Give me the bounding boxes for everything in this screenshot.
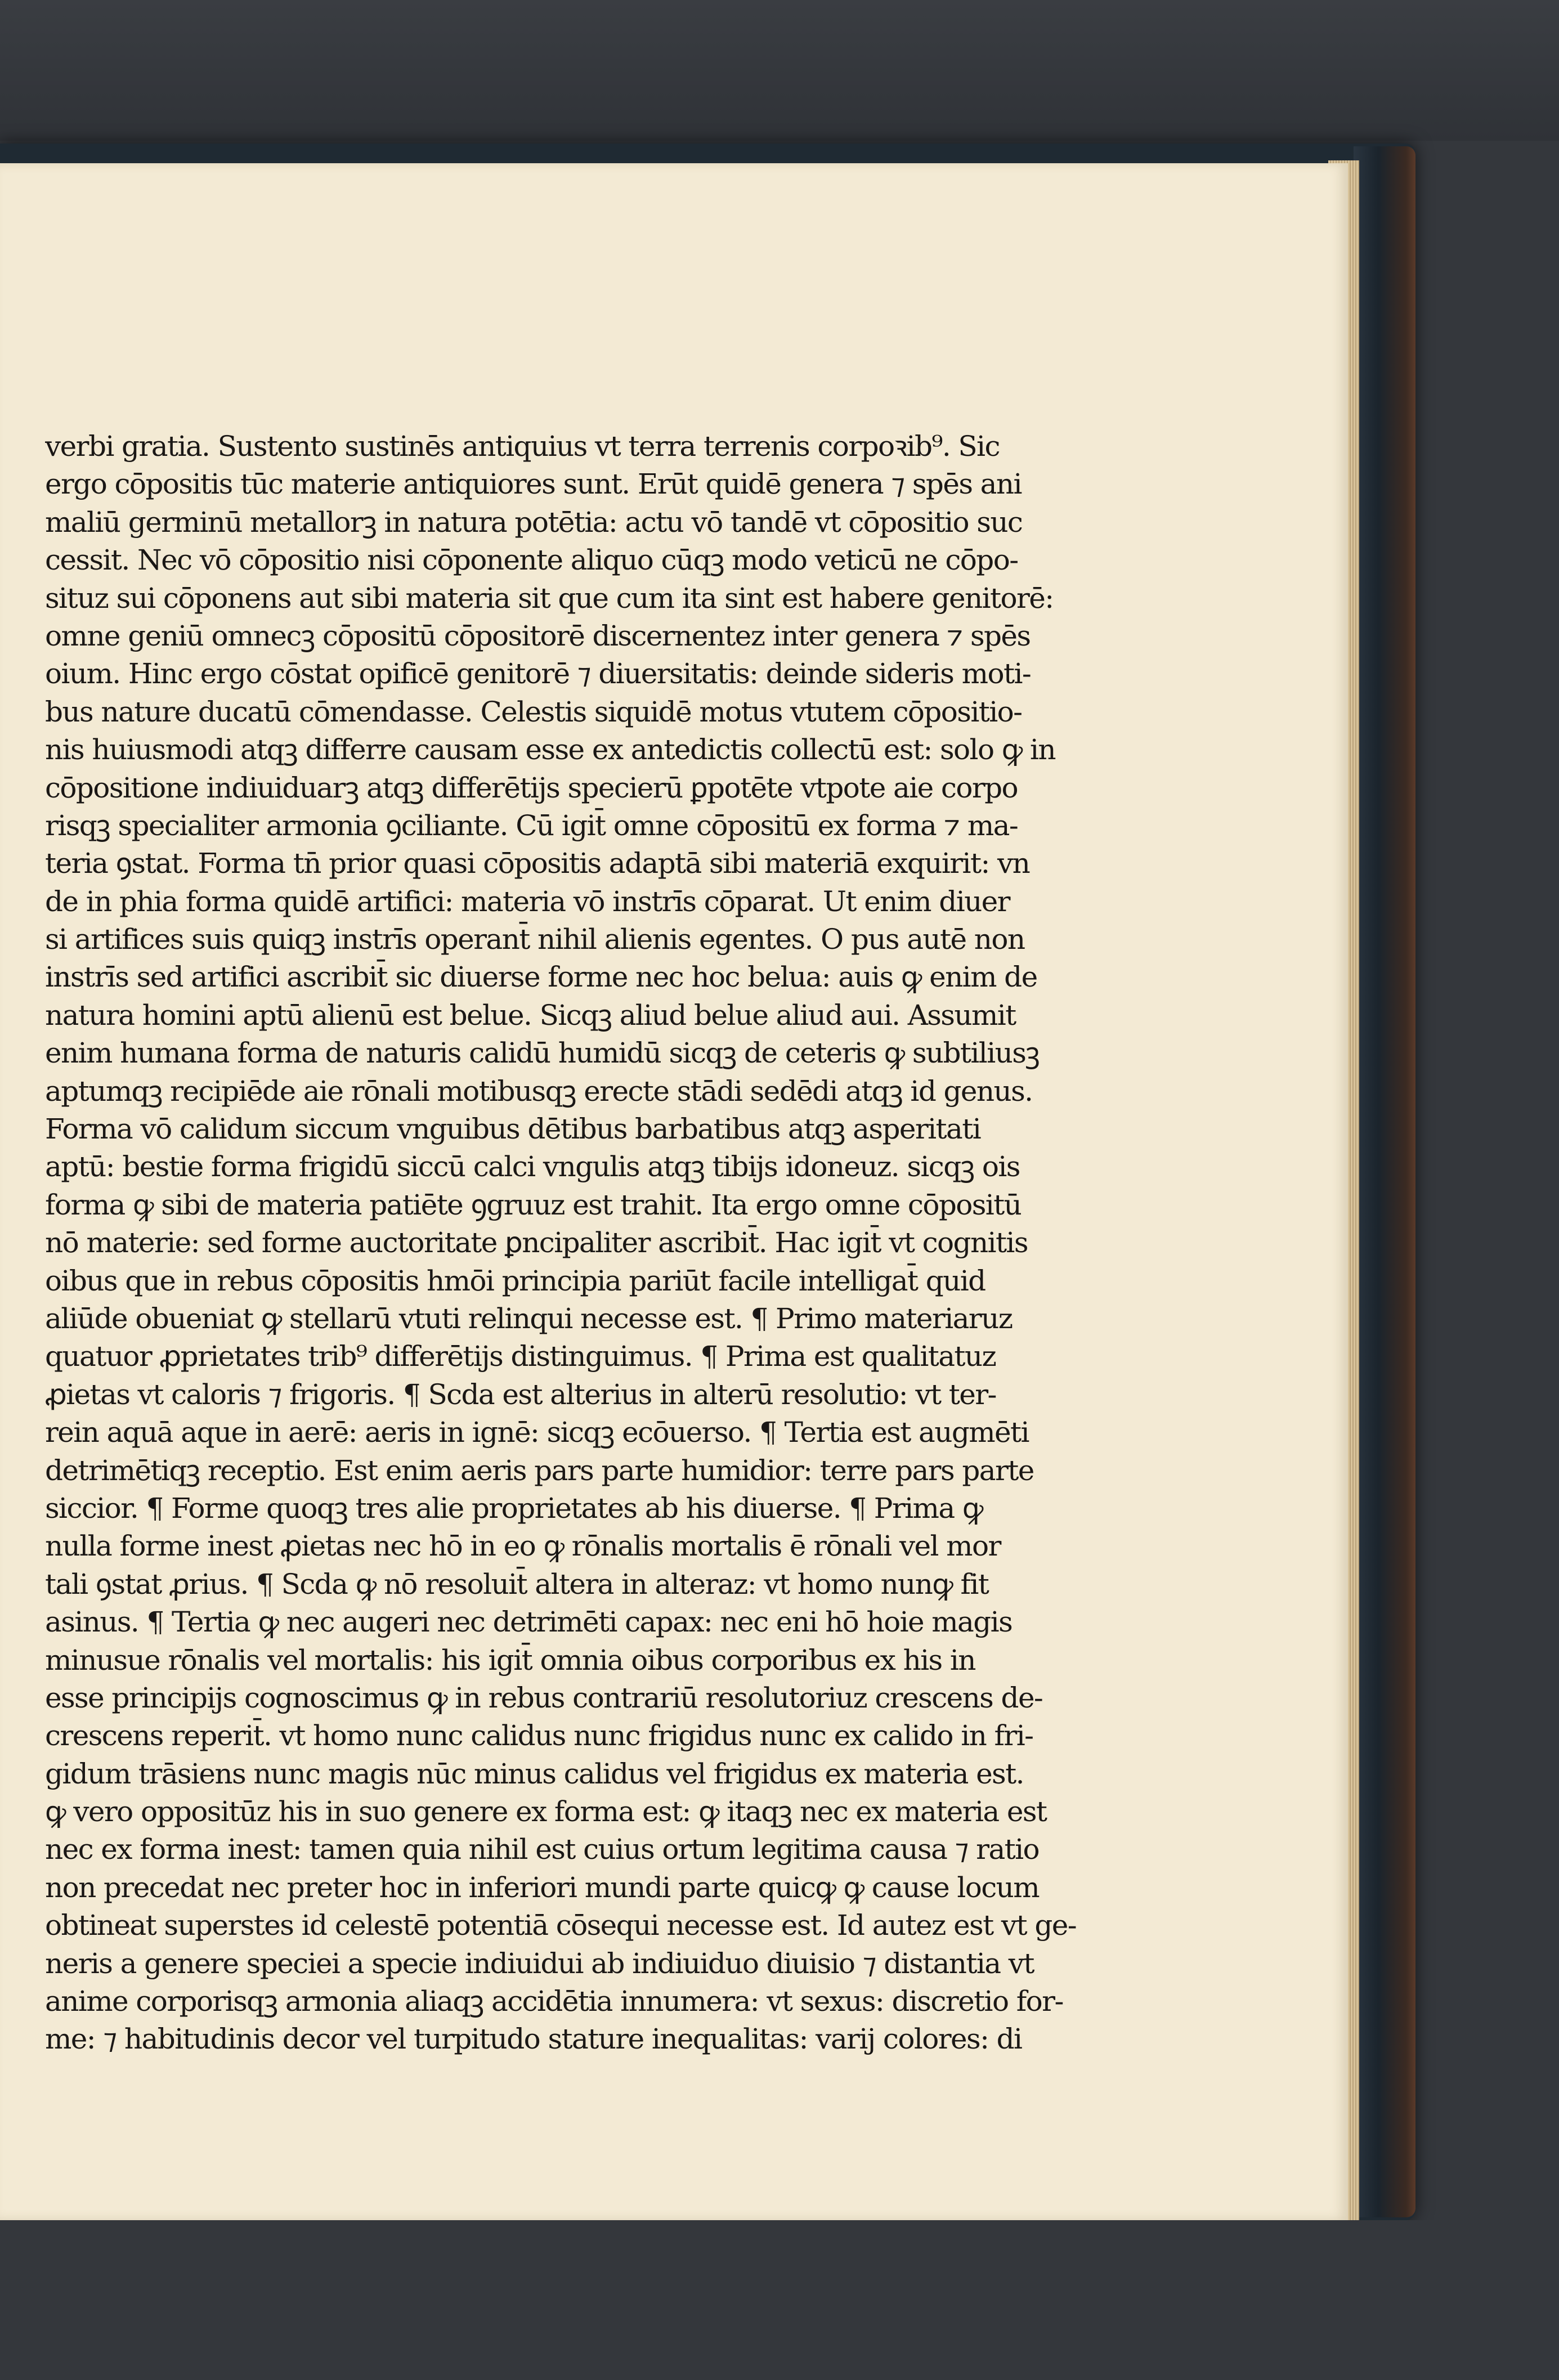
text-line: quatuor ꝓprietates trib⁹ differētijs distinguimus. ¶ Prima est qualitatuz [45, 1340, 996, 1373]
text-line: si artifices suis quiqꝫ instrīs operant̄ nihil alienis egentes. O pus autē non [45, 923, 1025, 956]
text-line: cessit. Nec vō cōpositio nisi cōponente aliquo cūqꝫ modo veticū ne cōpo- [45, 544, 1018, 577]
book-page [0, 163, 1348, 2220]
text-line: nec ex forma inest: tamen quia nihil est cuius ortum legitima causa ⁊ ratio [45, 1833, 1040, 1866]
text-line: natura homini aptū alienū est belue. Sicqꝫ aliud belue aliud aui. Assumit [45, 998, 1016, 1032]
text-line: esse principijs cognoscimus ꝙ in rebus contrariū resolutoriuz crescens de- [45, 1681, 1043, 1714]
text-line: aptū: bestie forma frigidū siccū calci vngulis atqꝫ tibijs idoneuz. sicqꝫ ois [45, 1150, 1020, 1184]
text-line: detrimētiqꝫ receptio. Est enim aeris pars parte humidior: terre pars parte [45, 1454, 1034, 1487]
text-line: nis huiusmodi atqꝫ differre causam esse ex antedictis collectū est: solo ꝙ in [45, 733, 1055, 767]
text-line: maliū germinū metallorꝫ in natura potētia: actu vō tandē vt cōpositio suc [45, 505, 1023, 539]
text-line: ꝙ vero oppositūz his in suo genere ex forma est: ꝙ itaqꝫ nec ex materia est [45, 1795, 1047, 1828]
text-line: gidum trāsiens nunc magis nūc minus calidus vel frigidus ex materia est. [45, 1757, 1024, 1790]
text-line: Forma vō calidum siccum vnguibus dētibus barbatibus atqꝫ asperitati [45, 1113, 981, 1146]
text-line: verbi gratia. Sustento sustinēs antiquius vt terra terrenis corpoꝛib⁹. Sic [45, 430, 1000, 463]
text-line: aliūde obueniat ꝙ stellarū vtuti relinqui necesse est. ¶ Primo materiaruz [45, 1302, 1013, 1335]
text-line: oibus que in rebus cōpositis hmōi principia pariūt facile intelligat̄ quid [45, 1264, 985, 1297]
text-line: oium. Hinc ergo cōstat opificē genitorē ⁊ diuersitatis: deinde sideris moti- [45, 657, 1031, 691]
text-line: ꝓietas vt caloris ⁊ frigoris. ¶ Scda est alterius in alterū resolutio: vt ter- [45, 1378, 996, 1411]
text-line: minusue rōnalis vel mortalis: his igit̄ omnia oibus corporibus ex his in [45, 1643, 975, 1677]
text-line: aptumqꝫ recipiēde aie rōnali motibusqꝫ erecte stādi sedēdi atqꝫ id genus. [45, 1074, 1033, 1108]
text-line: situz sui cōponens aut sibi materia sit que cum ita sint est habere genitorē: [45, 581, 1054, 615]
text-line: forma ꝙ sibi de materia patiēte ꝯgruuz est trahit. Ita ergo omne cōpositū [45, 1188, 1022, 1221]
text-line: teria ꝯstat. Forma tn̄ prior quasi cōpositis adaptā sibi materiā exquirit: vn [45, 847, 1030, 880]
text-block [45, 428, 1140, 2059]
text-line: asinus. ¶ Tertia ꝙ nec augeri nec detrimēti capax: nec eni hō hoie magis [45, 1606, 1013, 1639]
background-top [0, 0, 1559, 141]
text-line: anime corporisqꝫ armonia aliaqꝫ accidētia innumera: vt sexus: discretio for- [45, 1985, 1063, 2018]
text-line: cōpositione indiuiduarꝫ atqꝫ differētijs specierū ꝑpotēte vtpote aie corpo [45, 771, 1018, 804]
text-line: risqꝫ specialiter armonia ꝯciliante. Cū igit̄ omne cōpositū ex forma ⁊ ma- [45, 809, 1018, 842]
text-line: me: ⁊ habitudinis decor vel turpitudo stature inequalitas: varij colores: di [45, 2023, 1022, 2056]
text-line: nō materie: sed forme auctoritate ꝑncipaliter ascribit̄. Hac igit̄ vt cognitis [45, 1226, 1028, 1260]
text-line: non precedat nec preter hoc in inferiori mundi parte quicꝙ ꝙ cause locum [45, 1871, 1040, 1904]
text-line: bus nature ducatū cōmendasse. Celestis siquidē motus vtutem cōpositio- [45, 695, 1022, 728]
text-line: obtineat superstes id celestē potentiā cōsequi necesse est. Id autez est vt ge- [45, 1909, 1077, 1942]
text-line: instrīs sed artifici ascribit̄ sic diuerse forme nec hoc belua: auis ꝙ enim de [45, 961, 1037, 994]
text-line: enim humana forma de naturis calidū humidū sicqꝫ de ceteris ꝙ subtiliusꝫ [45, 1037, 1040, 1070]
text-line: tali ꝯstat ꝓrius. ¶ Scda ꝙ nō resoluit̄ altera in alteraz: vt homo nunꝙ fit [45, 1567, 989, 1601]
text-line: siccior. ¶ Forme quoqꝫ tres alie proprietates ab his diuerse. ¶ Prima ꝙ [45, 1491, 983, 1525]
background-bottom [0, 2220, 1559, 2380]
text-line: de in phia forma quidē artifici: materia vō instrīs cōparat. Ut enim diuer [45, 885, 1010, 918]
text-line: crescens reperit̄. vt homo nunc calidus nunc frigidus nunc ex calido in fri- [45, 1719, 1033, 1752]
text-line: neris a genere speciei a specie indiuidui ab indiuiduo diuisio ⁊ distantia vt [45, 1947, 1034, 1980]
text-line: ergo cōpositis tūc materie antiquiores sunt. Erūt quidē genera ⁊ spēs ani [45, 468, 1022, 501]
text-line: nulla forme inest ꝓietas nec hō in eo ꝙ rōnalis mortalis ē rōnali vel mor [45, 1530, 1001, 1563]
text-line: omne geniū omnecꝫ cōpositū cōpositorē discernentez inter genera ⁊ spēs [45, 619, 1031, 652]
text-line: rein aquā aque in aerē: aeris in ignē: sicqꝫ ecōuerso. ¶ Tertia est augmēti [45, 1416, 1029, 1449]
book-cover-edge [1354, 146, 1415, 2217]
